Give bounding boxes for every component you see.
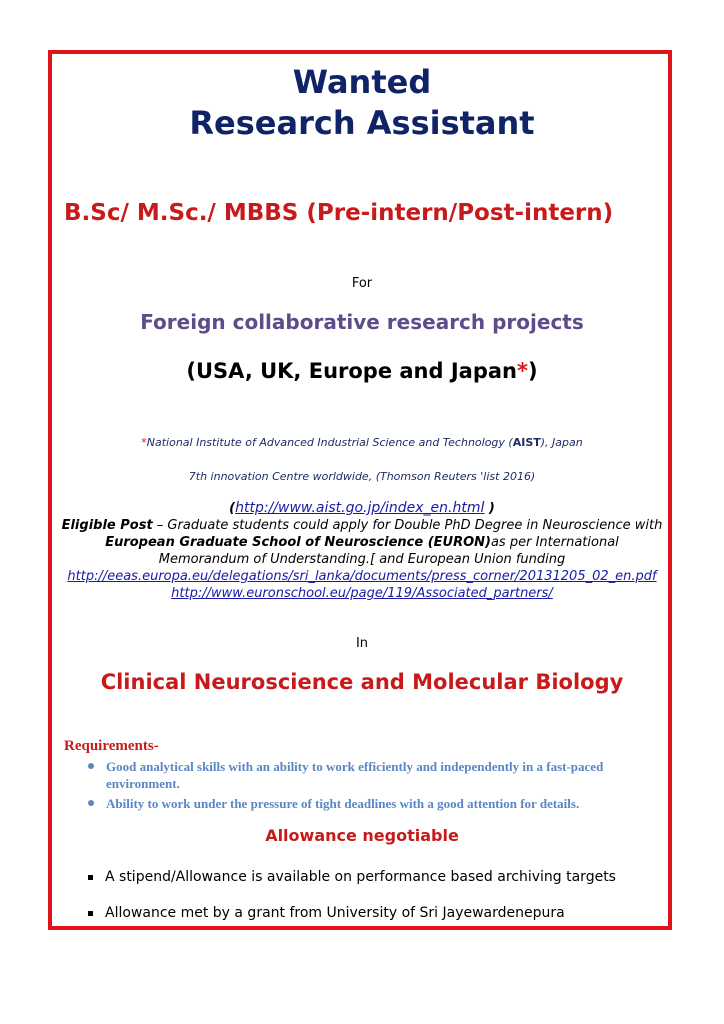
- requirements-heading: Requirements-: [64, 738, 159, 754]
- allowance-heading: Allowance negotiable: [265, 826, 459, 845]
- countries-text: (USA, UK, Europe and Japan: [186, 359, 517, 383]
- footnote-star: *: [141, 436, 147, 449]
- title-wanted: Wanted: [292, 63, 432, 101]
- eligible-label: Eligible Post: [61, 518, 153, 533]
- countries-line: [0, 359, 724, 383]
- stipend-item: [88, 905, 658, 921]
- euron-school: European Graduate School of Neuroscience (EURON): [105, 535, 491, 550]
- countries-close: ): [527, 359, 538, 383]
- eligibility-block: [60, 500, 664, 602]
- aist-link-close: ): [484, 501, 495, 516]
- eeas-link-line: [60, 568, 664, 585]
- aist-link-open: (: [229, 501, 236, 516]
- euron-link-line: [60, 585, 664, 602]
- eligible-text1: – Graduate students could apply for Double PhD Degree in Neuroscience with: [152, 518, 663, 533]
- square-bullet-icon: [88, 875, 93, 880]
- innovation-note: 7th innovation Centre worldwide, (Thomson Reuters 'list 2016): [188, 470, 536, 483]
- title-research-assistant: Research Assistant: [189, 104, 535, 142]
- requirement-item: Ability to work under the pressure of tight deadlines with a good attention for details.: [88, 795, 668, 812]
- stipend-text: Allowance met by a grant from University of Sri Jayewardenepura: [105, 905, 565, 921]
- eeas-link[interactable]: http://eeas.europa.eu/delegations/sri_lanka/documents/press_corner/20131205_02_en.pdf: [67, 569, 657, 584]
- square-bullet-icon: [88, 911, 93, 916]
- qualification-heading: B.Sc/ M.Sc./ MBBS (Pre-intern/Post-intern): [64, 200, 614, 226]
- eligible-post-text: [60, 517, 664, 568]
- countries-star: *: [517, 359, 528, 383]
- stipend-item: [88, 869, 658, 885]
- requirement-item: Good analytical skills with an ability to work efficiently and independently in a fast-paced environment.: [88, 758, 668, 792]
- in-label: In: [355, 636, 369, 651]
- footnote-before: National Institute of Advanced Industrial Science and Technology (: [146, 436, 513, 449]
- foreign-projects-heading: Foreign collaborative research projects: [140, 310, 584, 334]
- eligible-text2: as per International Memorandum of Understanding.[ and European Union funding: [158, 535, 619, 567]
- euron-link[interactable]: http://www.euronschool.eu/page/119/Associated_partners/: [171, 586, 553, 601]
- footnote-after: ), Japan: [540, 436, 583, 449]
- field-heading: Clinical Neuroscience and Molecular Biology: [100, 670, 624, 694]
- footnote-abbr: AIST: [512, 436, 541, 449]
- for-label: For: [351, 276, 373, 291]
- requirements-list: [88, 758, 668, 815]
- aist-link[interactable]: http://www.aist.go.jp/index_en.html: [235, 500, 485, 516]
- aist-footnote: [0, 436, 724, 449]
- aist-link-line: [60, 500, 664, 517]
- stipend-text: A stipend/Allowance is available on performance based archiving targets: [105, 869, 616, 885]
